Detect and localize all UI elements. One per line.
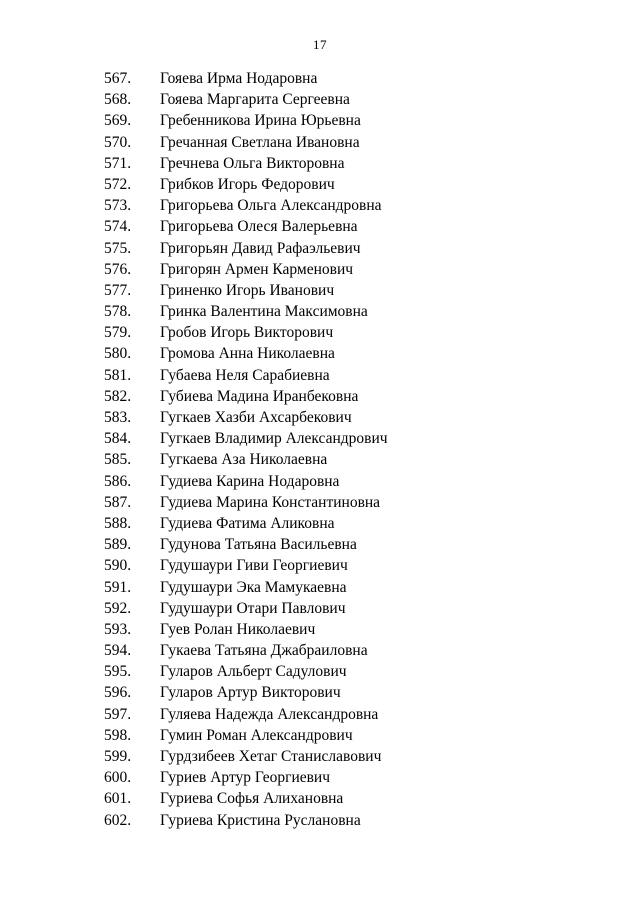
entry-name: Гукаева Татьяна Джабраиловна [160,642,368,660]
list-item [0,195,640,216]
list-item [0,216,640,237]
entry-name: Гробов Игорь Викторович [160,324,334,342]
entry-name: Гуриева Софья Алихановна [160,790,344,808]
entry-number: 577. [104,281,132,299]
list-item [0,471,640,492]
entry-name: Гудиева Марина Константиновна [160,493,381,511]
entry-number: 576. [104,260,132,278]
entry-number: 580. [104,345,132,363]
list-item [0,555,640,576]
entry-number: 569. [104,112,132,130]
list-item [0,301,640,322]
entry-number: 567. [104,70,132,87]
entry-name: Губаева Неля Сарабиевна [160,366,330,384]
entry-number: 595. [104,663,132,681]
list-item [0,407,640,428]
entry-number: 583. [104,409,132,426]
entry-number: 586. [104,472,132,490]
entry-number: 579. [104,324,132,342]
entry-number: 602. [104,811,132,829]
entry-name: Гояева Маргарита Сергеевна [160,91,350,109]
entry-number: 601. [104,790,132,808]
entry-name: Гуев Ролан Николаевич [160,620,316,638]
list-item [0,365,640,386]
list-item [0,174,640,195]
list-item [0,767,640,788]
entry-number: 588. [104,514,132,532]
list-item [0,280,640,301]
entry-number: 600. [104,769,132,787]
entry-name: Гребенникова Ирина Юрьевна [160,112,361,130]
entry-number: 593. [104,620,132,638]
entry-number: 596. [104,684,132,702]
entry-name: Гудунова Татьяна Васильевна [160,536,357,554]
list-item [0,810,640,831]
entry-name: Громова Анна Николаевна [160,345,335,363]
entry-name: Гугкаева Аза Николаевна [160,451,328,469]
entry-name: Грибков Игорь Федорович [160,175,335,193]
entry-name: Григорьян Давид Рафаэльевич [160,239,361,257]
list-item [0,788,640,809]
entry-name: Гояева Ирма Нодаровна [160,70,318,87]
entry-number: 599. [104,748,132,765]
list-item [0,598,640,619]
entry-number: 594. [104,642,132,660]
entry-number: 592. [104,599,132,617]
list-item [0,68,640,89]
entry-name: Гринка Валентина Максимовна [160,303,368,321]
entry-number: 570. [104,133,132,151]
entry-name: Губиева Мадина Иранбековна [160,387,359,405]
list-item [0,153,640,174]
list-item [0,343,640,364]
list-item [0,640,640,661]
entry-number: 575. [104,239,132,257]
entry-name: Гуляева Надежда Александровна [160,705,379,723]
list-item [0,513,640,534]
entry-number: 584. [104,430,132,448]
entry-number: 597. [104,705,132,723]
list-item [0,746,640,767]
list-item [0,534,640,555]
entry-name: Гудушаури Эка Мамукаевна [160,578,347,596]
entry-name: Гугкаев Хазби Ахсарбекович [160,409,352,426]
list-item [0,725,640,746]
list-item [0,428,640,449]
entry-name: Гудиева Карина Нодаровна [160,472,340,490]
entry-name: Григорьева Ольга Александровна [160,197,382,215]
list-item [0,238,640,259]
list-item [0,110,640,131]
entry-name: Гудиева Фатима Аликовна [160,514,335,532]
entry-number: 573. [104,197,132,215]
entry-number: 571. [104,154,132,172]
list-item [0,322,640,343]
entry-number: 574. [104,218,132,236]
entry-name: Гуриева Кристина Руслановна [160,811,361,829]
page-number: 17 [313,37,327,52]
entry-number: 598. [104,726,132,744]
list-item [0,386,640,407]
list-item [0,619,640,640]
list-item [0,449,640,470]
list-item [0,132,640,153]
entry-name: Гумин Роман Александрович [160,726,353,744]
entry-name: Гречнева Ольга Викторовна [160,154,345,172]
entry-name: Гуларов Артур Викторович [160,684,341,702]
entry-number: 581. [104,366,132,384]
entry-number: 591. [104,578,132,596]
entry-name: Григорян Армен Карменович [160,260,354,278]
entry-name: Гуриев Артур Георгиевич [160,769,331,787]
name-list [0,68,640,831]
entry-number: 578. [104,303,132,321]
entry-number: 572. [104,175,132,193]
list-item [0,682,640,703]
entry-number: 590. [104,557,132,575]
list-item [0,704,640,725]
entry-name: Гриненко Игорь Иванович [160,281,335,299]
entry-name: Гуларов Альберт Садулович [160,663,347,681]
entry-number: 589. [104,536,132,554]
entry-number: 587. [104,493,132,511]
entry-name: Гугкаев Владимир Александрович [160,430,388,448]
list-item [0,492,640,513]
list-item [0,259,640,280]
entry-number: 582. [104,387,132,405]
entry-name: Григорьева Олеся Валерьевна [160,218,358,236]
entry-number: 568. [104,91,132,109]
entry-name: Гудушаури Гиви Георгиевич [160,557,348,575]
entry-name: Гурдзибеев Хетаг Станиславович [160,748,382,765]
entry-name: Гудушаури Отари Павлович [160,599,346,617]
entry-name: Гречанная Светлана Ивановна [160,133,360,151]
list-item [0,577,640,598]
list-item [0,89,640,110]
list-item [0,661,640,682]
entry-number: 585. [104,451,132,469]
